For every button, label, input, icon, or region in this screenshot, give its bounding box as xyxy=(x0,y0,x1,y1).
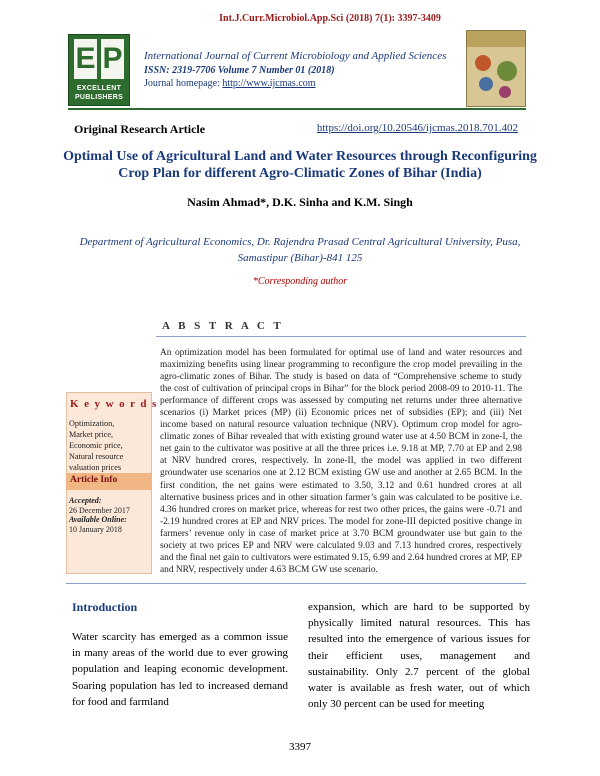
available-online-date: 10 January 2018 xyxy=(69,524,122,534)
keyword-item: Economic price, xyxy=(69,440,123,450)
available-online-label: Available Online: xyxy=(69,515,127,525)
logo-text-line1: EXCELLENT xyxy=(76,85,122,92)
journal-cover-image xyxy=(466,30,526,107)
logo-text-line2: PUBLISHERS xyxy=(74,94,124,101)
publisher-logo xyxy=(68,34,130,106)
body-column-left: Water scarcity has emerged as a common issue in many areas of the world due to ever growing population and leaping economic development. Soaring population has led to increased demand for food and farmland xyxy=(72,631,288,708)
keywords-list xyxy=(69,419,151,474)
doi-link[interactable]: https://doi.org/10.20546/ijcmas.2018.701.402 xyxy=(316,122,518,134)
article-dates xyxy=(69,496,151,534)
logo-letter-p: P xyxy=(101,39,124,79)
article-authors: Nasim Ahmad*, D.K. Sinha and K.M. Singh xyxy=(187,195,413,209)
author-affiliation: Department of Agricultural Economics, Dr. Rajendra Prasad Central Agricultural University, Pusa, Samastipur (Bihar)-841 125 xyxy=(79,236,521,264)
abstract-divider xyxy=(156,336,526,337)
keyword-item: Optimization, xyxy=(69,419,115,428)
homepage-link[interactable]: http://www.ijcmas.com xyxy=(222,78,316,89)
article-info-heading: Article Info xyxy=(70,475,118,485)
body-column-right: expansion, which are hard to be supported by physically limited natural resources. This has resulted into the emergence of various issues for their efficient uses, management and sustainability. Only 2.7 percent of the global water is available as fresh water, out of which only 30 percent can be used for meeting xyxy=(308,601,530,711)
logo-letter-e: E xyxy=(74,39,97,79)
abstract-text: An optimization model has been formulated for optimal use of land and water resources and maximizing benefits using linear programming to reconfigure the crop model prevailing in the agro-climatic zones of Bihar. The study is based on data of “Comprehensive scheme to study the cost of cultivation of principal crops in Bihar” for the block period 2008-09 to 2010-11. The performance of different crops was assessed by computing net returns under three alternative scenarios (i) Market prices (MP) (ii) Economic prices net of subsidies (EP); and (iii) Net income based on natural resource valuation technique (NRV). Optimum crop model for agro-climatic zones of Bihar revealed that with existing ground water use at 4.50 BCM in zone-I, the net gain to the cultivator was positive at all the three prices i.e. 9.18 at MP, 7.70 at EP and 2.98 at NRV hundred crores, respectively. In zone-II, the model was applied in two different groundwater use scenarios one at 2.12 BCM existing GW use and another at 2.65 BCM. In the first condition, the net gains were estimated to 3.50, 3.12 and 0.61 hundred crores at all alternative business prices and in other situation farmer’s gain was calculated to be positive i.e. 4.36 hundred crores on market price, whereas for rest two other prices, the gains were -0.71 and -2.19 hundred crores at EP and NRV prices. The model for zone-III depicted positive change in farmers’ revenue only in case of market price at 3.70 BCM groundwater use but gain to the society at two prices EP and NRV were calculated 9.03 and 7.13 hundred crores, respectively and the final net gain to cultivators were estimated 9.15, 6.99 and 2.64 hundred crores at MP, EP and NRV, respectively under 4.63 BCM GW use scenario. xyxy=(160,348,522,575)
header-divider xyxy=(68,108,526,110)
keyword-item: valuation prices xyxy=(69,462,122,472)
journal-title: International Journal of Current Microbiology and Applied Sciences xyxy=(144,50,447,62)
page-number: 3397 xyxy=(289,741,311,753)
accepted-label: Accepted: xyxy=(69,496,102,505)
abstract-bottom-divider xyxy=(66,583,526,584)
keyword-item: Natural resource xyxy=(69,451,124,461)
keyword-item: Market price, xyxy=(69,429,114,439)
introduction-heading: Introduction xyxy=(72,600,138,614)
article-type: Original Research Article xyxy=(74,122,206,136)
journal-citation: Int.J.Curr.Microbiol.App.Sci (2018) 7(1): 3397-3409 xyxy=(219,13,441,24)
abstract-heading: A B S T R A C T xyxy=(162,320,284,332)
keywords-heading: K e y w o r d s xyxy=(70,398,158,410)
journal-homepage xyxy=(144,78,316,89)
corresponding-author-note: *Corresponding author xyxy=(252,276,348,287)
article-title: Optimal Use of Agricultural Land and Water Resources through Reconfiguring Crop Plan for different Agro-Climatic Zones of Bihar (India) xyxy=(63,149,537,181)
issn-line: ISSN: 2319-7706 Volume 7 Number 01 (2018) xyxy=(144,65,335,76)
homepage-label: Journal homepage: xyxy=(144,78,223,89)
accepted-date: 26 December 2017 xyxy=(69,505,130,515)
